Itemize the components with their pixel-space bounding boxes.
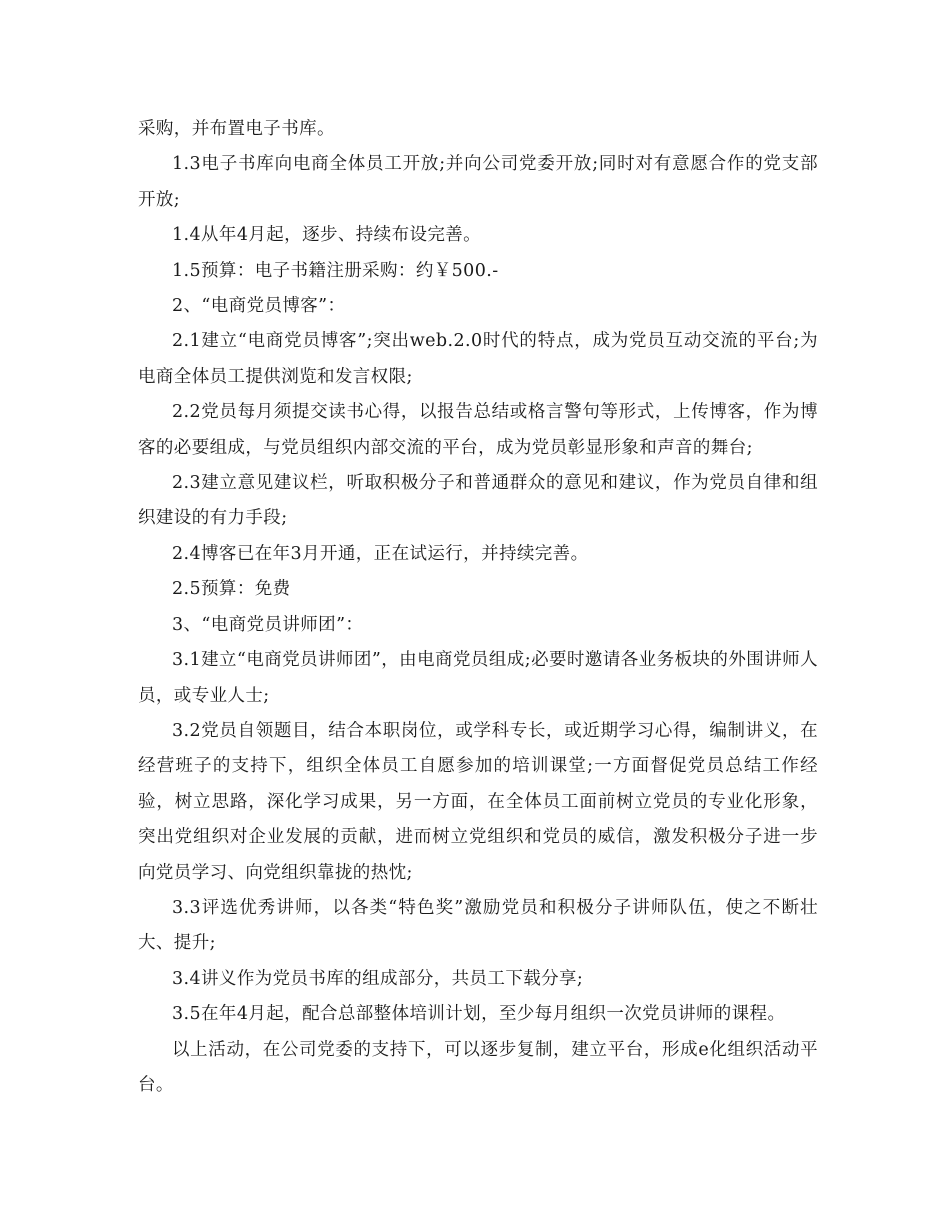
paragraph-0: 采购，并布置电子书库。 (138, 119, 335, 139)
paragraph-8: 2.4博客已在年3月开通，正在试运行，并持续完善。 (172, 543, 589, 564)
document-body (138, 112, 818, 1103)
paragraph-14: 3.4讲义作为党员书库的组成部分，共员工下载分享; (172, 968, 584, 989)
paragraph-9: 2.5预算：免费 (172, 579, 291, 600)
paragraph-15: 3.5在年4月起，配合总部整体培训计划，至少每月组织一次党员讲师的课程。 (172, 1004, 786, 1025)
paragraph-6: 2.2党员每月须提交读书心得，以报告总结或格言警句等形式，上传博客，作为博客的必要组成，与党员组织内部交流的平台，成为党员彰显形象和声音的舞台; (138, 402, 818, 458)
paragraph-3: 1.5预算：电子书籍注册采购：约￥500.- (172, 260, 499, 281)
paragraph-11: 3.1建立“电商党员讲师团”，由电商党员组成;必要时邀请各业务板块的外围讲师人员，或专业人士; (138, 650, 818, 706)
paragraph-13: 3.3评选优秀讲师，以各类“特色奖”激励党员和积极分子讲师队伍，使之不断壮大、提升; (138, 897, 818, 954)
paragraph-1: 1.3电子书库向电商全体员工开放;并向公司党委开放;同时对有意愿合作的党支部开放; (138, 154, 818, 210)
paragraph-12: 3.2党员自领题目，结合本职岗位，或学科专长，或近期学习心得，编制讲义，在经营班子的支持下，组织全体员工自愿参加的培训课堂;一方面督促党员总结工作经验，树立思路，深化学习成果，另一方面，在全体员工面前树立党员的专业化形象，突出党组织对企业发展的贡献，进而树立党组织和党员的威信，激发积极分子进一步向党员学习、向党组织靠拢的热忱; (138, 720, 818, 883)
section-heading-2: 2、“电商党员博客”： (172, 296, 346, 317)
paragraph-7: 2.3建立意见建议栏，听取积极分子和普通群众的意见和建议，作为党员自律和组织建设的有力手段; (138, 473, 818, 529)
section-heading-3: 3、“电商党员讲师团”： (172, 614, 364, 635)
paragraph-2: 1.4从年4月起，逐步、持续布设完善。 (172, 225, 482, 246)
paragraph-5: 2.1建立“电商党员博客”;突出web.2.0时代的特点，成为党员互动交流的平台;为电商全体员工提供浏览和发言权限; (138, 331, 818, 387)
paragraph-16: 以上活动，在公司党委的支持下，可以逐步复制，建立平台，形成e化组织活动平台。 (138, 1039, 818, 1095)
